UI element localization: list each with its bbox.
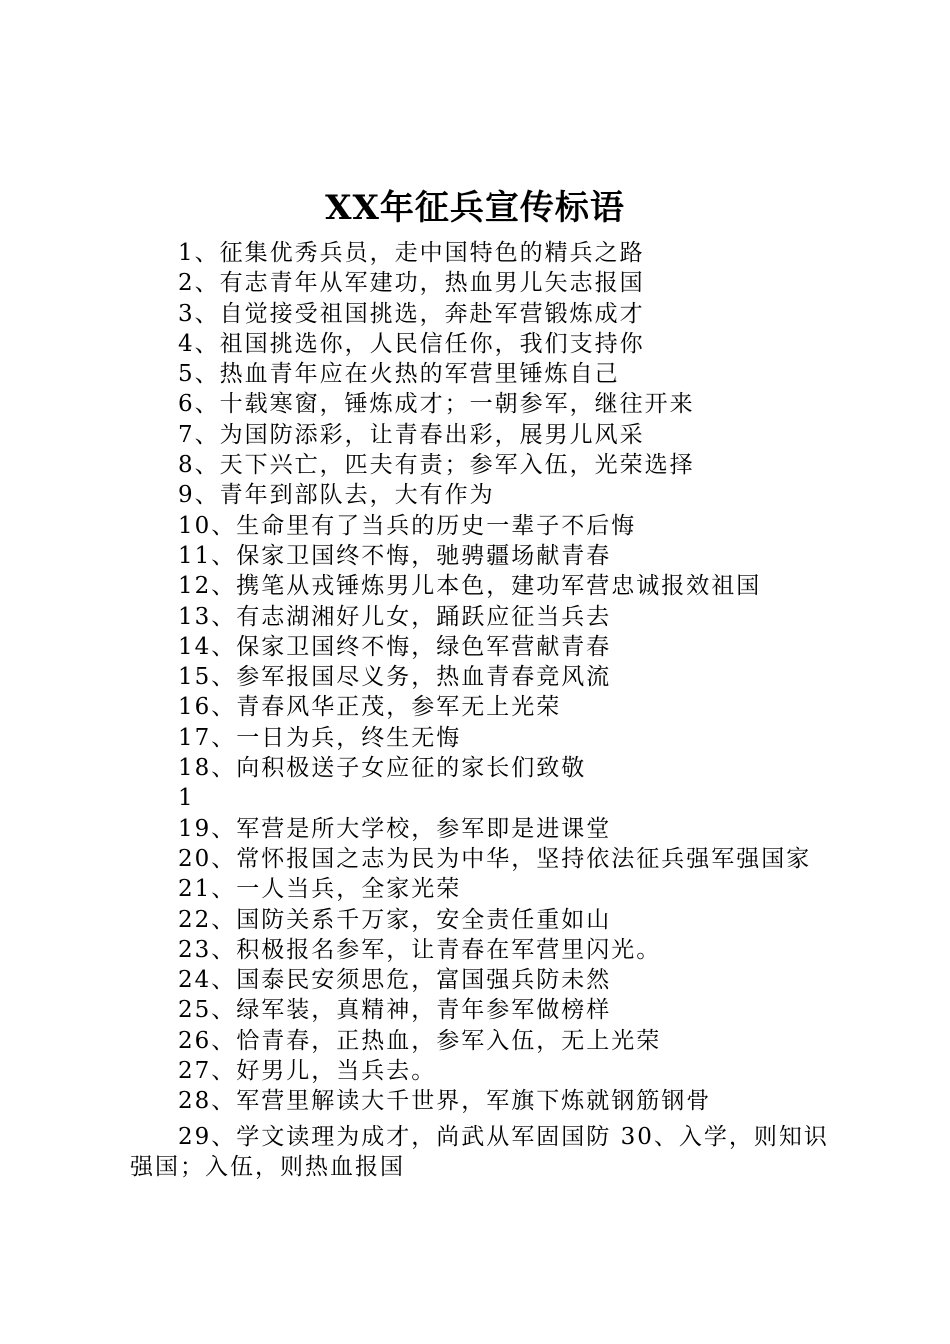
slogan-line: 27、好男儿，当兵去。: [178, 1058, 437, 1085]
slogan-line: 4、祖国挑选你，人民信任你，我们支持你: [178, 330, 645, 357]
slogan-line: 28、军营里解读大千世界，军旗下炼就钢筋钢骨: [178, 1088, 712, 1115]
slogan-line: 21、一人当兵，全家光荣: [178, 876, 462, 903]
slogan-line: 11、保家卫国终不悔，驰骋疆场献青春: [178, 542, 612, 569]
slogan-line: 1、征集优秀兵员，走中国特色的精兵之路: [178, 240, 645, 266]
slogan-line: 12、携笔从戎锤炼男儿本色，建功军营忠诚报效祖国: [178, 573, 762, 600]
slogan-line: 9、青年到部队去，大有作为: [178, 482, 495, 509]
slogan-line: 2、有志青年从军建功，热血男儿矢志报国: [178, 270, 645, 297]
slogan-line: 5、热血青年应在火热的军营里锤炼自己: [178, 361, 620, 388]
slogan-line: 20、常怀报国之志为民为中华，坚持依法征兵强军强国家: [178, 845, 812, 872]
slogan-list: [178, 238, 858, 1117]
slogan-line: 8、天下兴亡，匹夫有责；参军入伍，光荣选择: [178, 452, 695, 479]
slogan-line: 6、十载寒窗，锤炼成才；一朝参军，继往开来: [178, 391, 695, 418]
slogan-line: 15、参军报国尽义务，热血青春竞风流: [178, 664, 612, 691]
slogan-line: 13、有志湖湘好儿女，踊跃应征当兵去: [178, 603, 612, 630]
slogan-line: 7、为国防添彩，让青春出彩，展男儿风采: [178, 421, 645, 448]
slogan-line: 18、向积极送子女应征的家长们致敬: [178, 755, 587, 782]
slogan-line: 24、国泰民安须思危，富国强兵防未然: [178, 967, 612, 994]
slogan-line: 22、国防关系千万家，安全责任重如山: [178, 906, 612, 933]
slogan-line: 19、军营是所大学校，参军即是进课堂: [178, 815, 612, 842]
slogan-line: 10、生命里有了当兵的历史一辈子不后悔: [178, 512, 637, 539]
slogan-line: 14、保家卫国终不悔，绿色军营献青春: [178, 633, 612, 660]
slogan-line: 16、青春风华正茂，参军无上光荣: [178, 694, 562, 721]
slogan-line: 3、自觉接受祖国挑选，奔赴军营锻炼成才: [178, 300, 645, 327]
slogan-line: 23、积极报名参军，让青春在军营里闪光。: [178, 936, 662, 963]
document-title: XX年征兵宣传标语: [325, 188, 625, 228]
slogan-line: 17、一日为兵，终生无悔: [178, 724, 462, 751]
slogan-line: 26、恰青春，正热血，参军入伍，无上光荣: [178, 1027, 662, 1054]
page-number: 1: [178, 785, 195, 812]
slogan-line: 25、绿军装，真精神，青年参军做榜样: [178, 997, 612, 1024]
final-paragraph: 29、学文读理为成才，尚武从军固国防 30、入学，则知识强国；入伍，则热血报国: [130, 1124, 829, 1181]
